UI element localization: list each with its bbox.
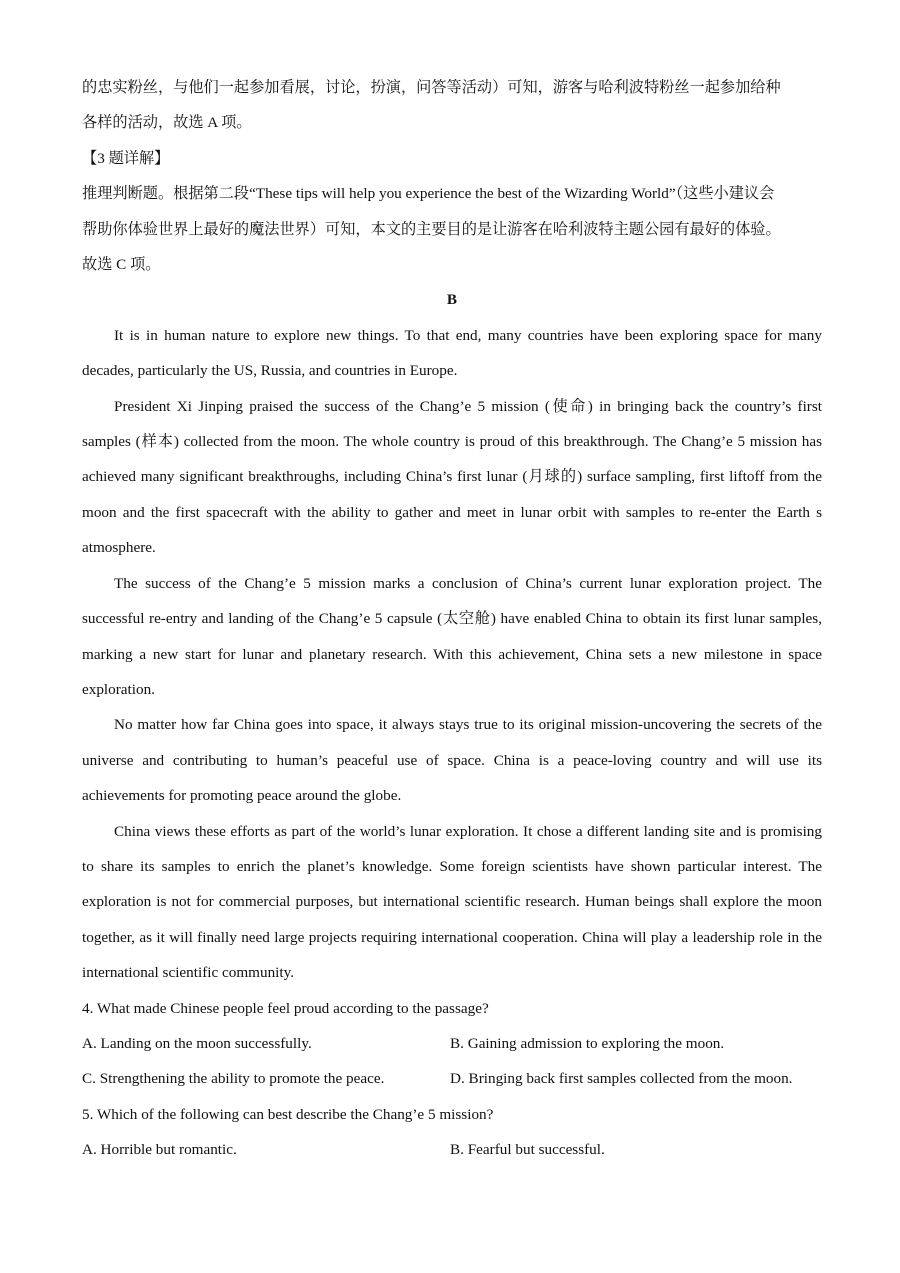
section-title: B	[446, 291, 458, 309]
passage-paragraph-4: No matter how far China goes into space, it always stays true to its original mission-uncovering the secrets of the universe and contributing to human’s peaceful use of space. China is a peace-loving country and will use its achievements for promoting peace around the globe.	[82, 716, 822, 805]
question-4-option-b: B. Gaining admission to exploring the moon.	[450, 1034, 725, 1052]
question-5-stem: 5. Which of the following can best describe the Chang’e 5 mission?	[82, 1105, 494, 1123]
question-5-options-row-1	[82, 1132, 822, 1167]
question-4-option-d: D. Bringing back first samples collected from the moon.	[450, 1070, 793, 1088]
previous-explanation-line: 的忠实粉丝，与他们一起参加看展，讨论，扮演，问答等活动）可知，游客与哈利波特粉丝一起参加给种	[82, 79, 781, 96]
q3-explanation-line-3: 故选 C 项。	[82, 256, 161, 274]
question-5-option-a: A. Horrible but romantic.	[82, 1141, 237, 1159]
question-4-option-a: A. Landing on the moon successfully.	[82, 1034, 312, 1052]
question-5-option-b: B. Fearful but successful.	[450, 1141, 605, 1159]
passage-paragraph-3: The success of the Chang’e 5 mission marks a conclusion of China’s current lunar exploration project. The successful re-entry and landing of the Chang’e 5 capsule (太空舱) have enabled China to obtain its first lunar samples, marking a new start for lunar and planetary research. With this achievement, China sets a new milestone in space exploration.	[82, 574, 822, 698]
q3-explanation-line-1: 推理判断题。根据第二段“These tips will help you experience the best of the Wizarding World”（这些小建议会	[82, 185, 775, 203]
q3-explanation-heading: 【3 题详解】	[82, 149, 170, 167]
previous-explanation-conclusion: 各样的活动，故选 A 项。	[82, 114, 252, 132]
passage-paragraph-2: President Xi Jinping praised the success of the Chang’e 5 mission (使命) in bringing back the country’s first samples (样本) collected from the moon. The whole country is proud of this breakthrough. The Chang’e 5 mission has achieved many significant breakthroughs, including China’s first lunar (月球的) surface sampling, first liftoff from the moon and the first spacecraft with the ability to gather and meet in lunar orbit with samples to re-enter the Earth s atmosphere.	[82, 397, 822, 557]
question-4-options-row-1	[82, 1026, 822, 1061]
document-page	[82, 70, 822, 1168]
q3-explanation-line-2: 帮助你体验世界上最好的魔法世界）可知，本文的主要目的是让游客在哈利波特主题公园有最好的体验。	[82, 220, 781, 238]
passage-paragraph-5: China views these efforts as part of the world’s lunar exploration. It chose a different landing site and is promising to share its samples to enrich the planet’s knowledge. Some foreign scientists have shown particular interest. The exploration is not for commercial purposes, but international scientific research. Human beings shall explore the moon together, as it will finally need large projects requiring international cooperation. China will play a leadership role in the international scientific community.	[82, 822, 822, 982]
question-4-option-c: C. Strengthening the ability to promote the peace.	[82, 1070, 385, 1088]
question-4-stem: 4. What made Chinese people feel proud according to the passage?	[82, 999, 489, 1017]
passage-paragraph-1: It is in human nature to explore new things. To that end, many countries have been exploring space for many decades, particularly the US, Russia, and countries in Europe.	[82, 326, 822, 380]
question-4-options-row-2	[82, 1061, 822, 1096]
